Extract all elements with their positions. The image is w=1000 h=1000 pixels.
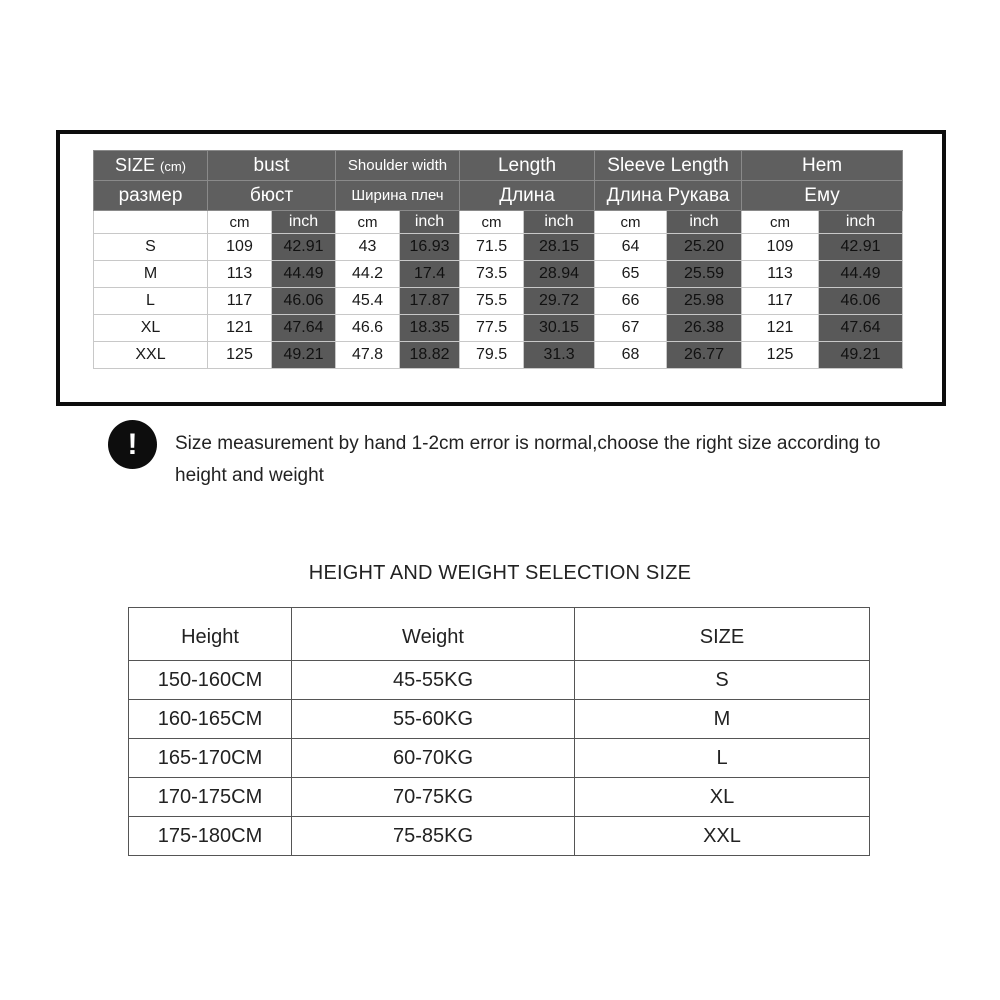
bust-inch: 47.64 [272,315,336,342]
bust-cm: 117 [208,288,272,315]
shoulder-header-ru: Ширина плеч [336,181,460,211]
size-label: M [94,261,208,288]
weight-cell: 75-85KG [292,817,575,856]
sleeve-inch: 25.20 [667,234,742,261]
sleeve-inch: 25.98 [667,288,742,315]
length-cm: 73.5 [460,261,524,288]
bust-header: bust [208,151,336,181]
table-row [129,661,870,700]
size-cell: L [575,739,870,778]
weight-cell: 70-75KG [292,778,575,817]
table-row [129,817,870,856]
shoulder-cm: 46.6 [336,315,400,342]
size-cell: XL [575,778,870,817]
unit-cm: cm [595,211,667,234]
unit-inch: inch [400,211,460,234]
length-inch: 29.72 [524,288,595,315]
length-inch: 30.15 [524,315,595,342]
hem-cm: 125 [742,342,819,369]
bust-cm: 121 [208,315,272,342]
unit-inch: inch [819,211,903,234]
sleeve-inch: 26.77 [667,342,742,369]
sleeve-header-ru: Длина Рукава [595,181,742,211]
size-unit-label: (cm) [160,159,187,174]
hem-cm: 113 [742,261,819,288]
length-inch: 28.15 [524,234,595,261]
sleeve-cm: 65 [595,261,667,288]
unit-inch: inch [524,211,595,234]
bust-cm: 109 [208,234,272,261]
bust-header-ru: бюст [208,181,336,211]
size-label: L [94,288,208,315]
size-header-ru: размер [94,181,208,211]
hem-cm: 121 [742,315,819,342]
unit-cm: cm [208,211,272,234]
table-row [94,261,903,288]
unit-inch: inch [272,211,336,234]
sleeve-inch: 26.38 [667,315,742,342]
size-header: SIZE [575,608,870,661]
length-header-ru: Длина [460,181,595,211]
bust-inch: 44.49 [272,261,336,288]
table-row [129,778,870,817]
table-row [129,700,870,739]
header-row-russian [94,181,903,211]
shoulder-cm: 44.2 [336,261,400,288]
table-row [94,315,903,342]
weight-header: Weight [292,608,575,661]
weight-cell: 55-60KG [292,700,575,739]
weight-cell: 45-55KG [292,661,575,700]
length-cm: 75.5 [460,288,524,315]
table-row [94,342,903,369]
hem-inch: 46.06 [819,288,903,315]
length-cm: 79.5 [460,342,524,369]
shoulder-inch: 18.82 [400,342,460,369]
size-label: XXL [94,342,208,369]
weight-cell: 60-70KG [292,739,575,778]
sleeve-inch: 25.59 [667,261,742,288]
size-cell: S [575,661,870,700]
size-label: S [94,234,208,261]
height-cell: 165-170CM [129,739,292,778]
height-cell: 175-180CM [129,817,292,856]
hem-inch: 47.64 [819,315,903,342]
hem-cm: 109 [742,234,819,261]
hem-inch: 44.49 [819,261,903,288]
bust-inch: 42.91 [272,234,336,261]
sleeve-cm: 64 [595,234,667,261]
sleeve-cm: 68 [595,342,667,369]
height-cell: 150-160CM [129,661,292,700]
exclamation-icon: ! [108,420,157,469]
height-header: Height [129,608,292,661]
size-cell: XXL [575,817,870,856]
shoulder-cm: 45.4 [336,288,400,315]
height-cell: 170-175CM [129,778,292,817]
hem-header-ru: Ему [742,181,903,211]
sleeve-cm: 67 [595,315,667,342]
unit-row [94,211,903,234]
length-inch: 28.94 [524,261,595,288]
shoulder-inch: 16.93 [400,234,460,261]
shoulder-inch: 17.4 [400,261,460,288]
sleeve-cm: 66 [595,288,667,315]
notice-text: Size measurement by hand 1-2cm error is normal,choose the right size according to height and weight [175,433,881,486]
length-header: Length [460,151,595,181]
table-row [129,739,870,778]
unit-cm: cm [336,211,400,234]
unit-cm: cm [742,211,819,234]
size-label: XL [94,315,208,342]
unit-cm: cm [460,211,524,234]
bust-inch: 46.06 [272,288,336,315]
bust-inch: 49.21 [272,342,336,369]
length-inch: 31.3 [524,342,595,369]
header-row-english [94,151,903,181]
table-row [94,288,903,315]
hem-cm: 117 [742,288,819,315]
unit-inch: inch [667,211,742,234]
bust-cm: 113 [208,261,272,288]
sleeve-header: Sleeve Length [595,151,742,181]
shoulder-header: Shoulder width [336,151,460,181]
shoulder-cm: 47.8 [336,342,400,369]
hem-header: Hem [742,151,903,181]
size-chart-table [93,150,903,369]
table-row [94,234,903,261]
length-cm: 71.5 [460,234,524,261]
shoulder-inch: 18.35 [400,315,460,342]
hem-inch: 49.21 [819,342,903,369]
shoulder-cm: 43 [336,234,400,261]
unit-blank [94,211,208,234]
size-header: SIZE (cm) [94,151,208,181]
hw-header-row [129,608,870,661]
height-cell: 160-165CM [129,700,292,739]
size-cell: M [575,700,870,739]
bust-cm: 125 [208,342,272,369]
hw-selection-title: HEIGHT AND WEIGHT SELECTION SIZE [308,562,692,584]
hw-selection-table [128,607,870,856]
hem-inch: 42.91 [819,234,903,261]
shoulder-inch: 17.87 [400,288,460,315]
length-cm: 77.5 [460,315,524,342]
